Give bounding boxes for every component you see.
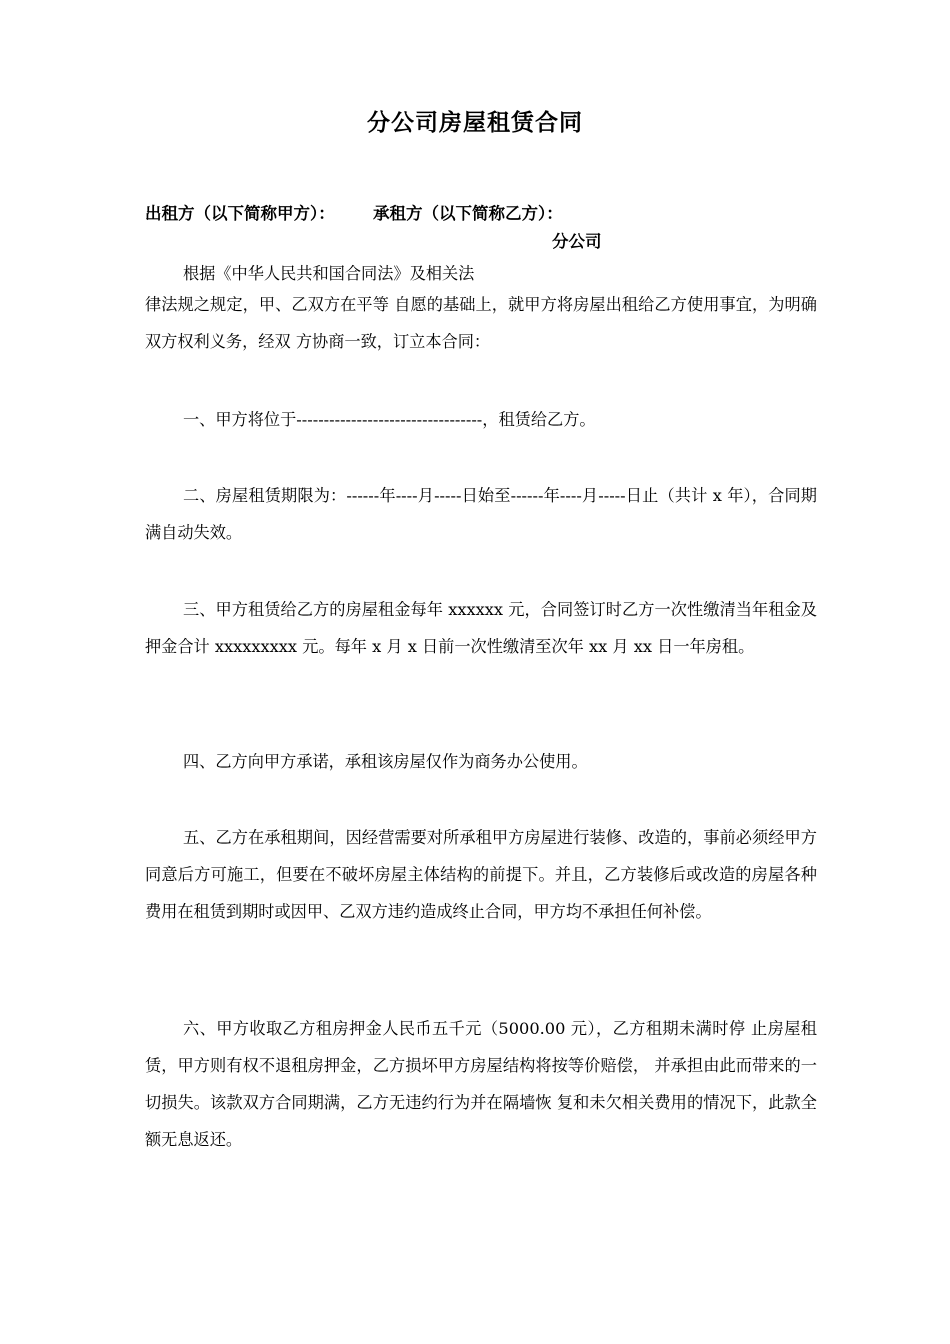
lessor-label: 出租方（以下简称甲方）： (145, 204, 335, 223)
clause-3: 三、甲方租赁给乙方的房屋租金每年 xxxxxx 元，合同签订时乙方一次性缴清当年租金及押金合计 xxxxxxxxx 元。每年 x 月 x 日前一次性缴清至次年 xx 月 xx 日一年房租。 (145, 600, 817, 656)
clause-6: 六、甲方收取乙方租房押金人民币五千元（5000.00 元），乙方租期未满时停 止房屋租赁，甲方则有权不退租房押金，乙方损坏甲方房屋结构将按等价赔偿， 并承担由此而带来的一切损失。该款双方合同期满，乙方无违约行为并在隔墙恢 复和未欠相关费用的情况下，此款全额无息返还。 (145, 1019, 817, 1149)
clause-1: 一、甲方将位于----------------------------------，租赁给乙方。 (183, 410, 596, 429)
clause-2: 二、房屋租赁期限为：------年----月-----日始至------年----月-----日止（共计 x 年），合同期满自动失效。 (145, 486, 817, 542)
clause-5: 五、乙方在承租期间，因经营需要对所承租甲方房屋进行装修、改造的，事前必须经甲方同意后方可施工，但要在不破坏房屋主体结构的前提下。并且，乙方装修后或改造的房屋各种费用在租赁到期时或因甲、乙双方违约造成终止合同，甲方均不承担任何补偿。 (145, 828, 817, 921)
clause-4: 四、乙方向甲方承诺，承租该房屋仅作为商务办公使用。 (183, 752, 588, 771)
lessee-label: 承租方（以下简称乙方）： (373, 204, 563, 223)
preamble-body: 律法规之规定，甲、乙双方在平等 自愿的基础上，就甲方将房屋出租给乙方使用事宜，为明确双方权利义务，经双 方协商一致，订立本合同： (145, 295, 817, 351)
document-title: 分公司房屋租赁合同 (367, 110, 583, 136)
lessee-name: 分公司 (552, 232, 602, 251)
preamble-line-1: 根据《中华人民共和国合同法》及相关法 (183, 264, 475, 283)
